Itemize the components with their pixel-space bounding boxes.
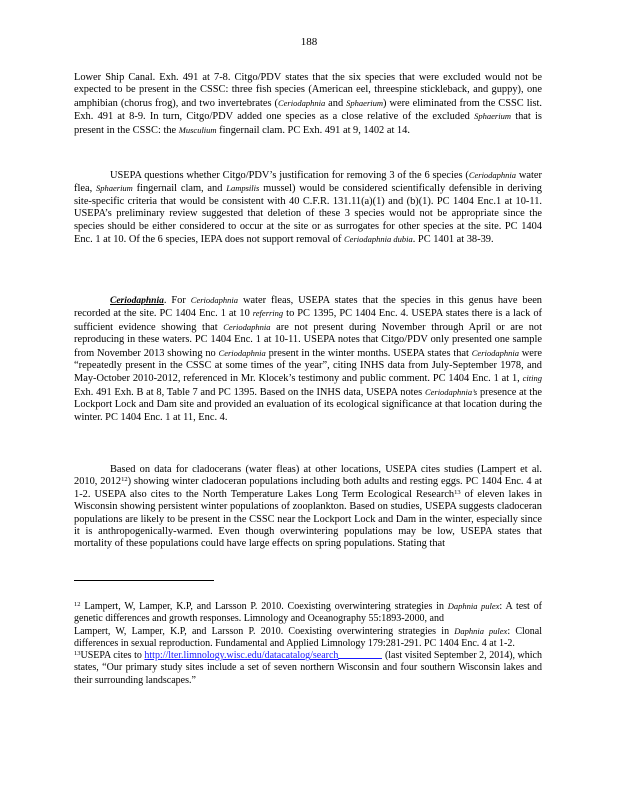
italic-term: Ceriodaphnia — [277, 97, 326, 108]
lter-data-catalog-link[interactable]: http://lter.limnology.wisc.edu/datacatalog/search — [144, 650, 339, 662]
footnotes — [74, 600, 542, 687]
italic-term: Musculium — [178, 124, 217, 135]
italic-term: Sphaerium — [346, 97, 384, 108]
italic-term: citing — [522, 373, 542, 384]
italic-term: Ceriodaphnia’s — [424, 386, 478, 397]
italic-term: Daphnia pulex — [447, 601, 500, 611]
footnote-12: $^{12}$ Lampert, W, Lamper, K.P, and Larsson P. 2010. Coexisting overwintering strategies in Daphnia pulex: A test of genetic differences and growth responses. Limnology and Oceanography 55:1893-2000, and — [74, 601, 542, 625]
italic-term: Ceriodaphnia dubia — [344, 234, 413, 245]
italic-term: Sphaerium — [474, 111, 511, 122]
footnote-12-second-citation: Lampert, W, Lamper, K.P, and Larsson P. 2010. Coexisting overwintering strategies in Daphnia pulex: Clonal differences in sexual reproduction. Fundamental and Applied Limnology 179:281-291. PC 1404 Enc. 4 at 1-2. — [74, 626, 542, 650]
italic-term: Lampsilis — [226, 183, 260, 194]
link-underline-extension — [338, 650, 382, 659]
italic-term: Ceriodaphnia — [190, 295, 239, 305]
italic-term: Ceriodaphnia — [223, 321, 271, 332]
section-label: Ceriodaphnia — [110, 296, 164, 306]
paragraph-4: Based on data for cladocerans (water fleas) at other locations, USEPA cites studies (Lampert et al. 2010, 2012$^{12}$) showing winter cladoceran populations including both adults and resting eggs. PC 1404 Enc. 4 at 1-2. USEPA also cites to the North Temperature Lakes Long Term Ecological Research$^{13}$ of eleven lakes in Wisconsin showing persistent winter populations of zooplankton. Based on studies, USEPA suggests cladoceran populations are likely to be present in the CSSC near the Lockport Lock and Dam in the winter, especially since it is anthropogenically-warmed. Even though overwintering populations may be low, USEPA states that mortality of these populations could have large effects on spring populations. Stating that — [74, 464, 543, 550]
paragraph-3: Ceriodaphnia. For Ceriodaphnia water fleas, USEPA states that the species in this genus have been recorded at the site. PC 1404 Enc. 1 at 10 referring to PC 1395, PC 1404 Enc. 4. USEPA states there is a lack of sufficient evidence showing that Ceriodaphnia are not present during November through April or are not reproducing in these waters. PC 1404 Enc. 1 at 10-11. USEPA notes that Citgo/PDV only presented one sample from November 2013 showing no Ceriodaphnia present in the winter months. USEPA states that Ceriodaphnia were “repeatedly present in the CSSC at some times of the year”, citing INHS data from July-September 1978, and May-October 2010-2012, referenced in Mr. Klocek’s testimony and public comment. PC 1404 Enc. 1 at 1, citing Exh. 491 Exh. B at 8, Table 7 and PC 1395. Based on the INHS data, USEPA notes Ceriodaphnia’s presence at the Lockport Lock and Dam site and provided an evaluation of its ecological significance at that location during the winter. PC 1404 Enc. 1 at 11, Enc. 4. — [74, 295, 542, 423]
footnote-ref-12: 12 — [121, 476, 128, 484]
paragraph-2: USEPA questions whether Citgo/PDV’s justification for removing 3 of the 6 species (Ceriodaphnia water flea, Sphaerium fingernail clam, and Lampsilis mussel) would be considered scientifically defensible in deriving site-specific criteria that would be consistent with 40 C.F.R. 131.11(a)(1) and (b)(1). PC 1404 Enc.1 at 10-11. USEPA’s preliminary review suggested that deletion of these 3 species would not be appropriate since the species should be either considered to occur at the site or as surrogates for other species at the site. PC 1404 Enc. 1 at 10. Of the 6 species, IEPA does not support removal of Ceriodaphnia dubia. PC 1401 at 38-39. — [74, 170, 542, 246]
italic-term: Ceriodaphnia — [468, 170, 517, 180]
footnote-13: $^{13}$USEPA cites to http://lter.limnology.wisc.edu/datacatalog/search (last visited September 2, 2014), which states, “Our primary study sites include a set of seven northern Wisconsin and four southern Wisconsin lakes and their surrounding landscapes.” — [74, 650, 542, 686]
italic-term: referring — [252, 308, 284, 319]
italic-term: Ceriodaphnia — [471, 347, 519, 358]
page-number: 188 — [300, 36, 318, 48]
footnote-ref-13: 13 — [454, 488, 461, 496]
italic-term: Ceriodaphnia — [218, 347, 266, 358]
italic-term: Daphnia pulex — [454, 626, 508, 637]
paragraph-1: Lower Ship Canal. Exh. 491 at 7-8. Citgo/PDV states that the six species that were excluded would not be expected to be present in the CSSC: three fish species (American eel, threespine stickleback, and guppy), one amphibian (chorus frog), and two invertebrates (Ceriodaphnia and Sphaerium) were eliminated from the CSSC list. Exh. 491 at 8-9. In turn, Citgo/PDV added one species as a close relative of the excluded Sphaerium that is present in the CSSC: the Musculium fingernail clam. PC Exh. 491 at 9, 1402 at 14. — [74, 72, 543, 136]
footnote-divider — [74, 580, 214, 581]
italic-term: Sphaerium — [95, 183, 133, 194]
